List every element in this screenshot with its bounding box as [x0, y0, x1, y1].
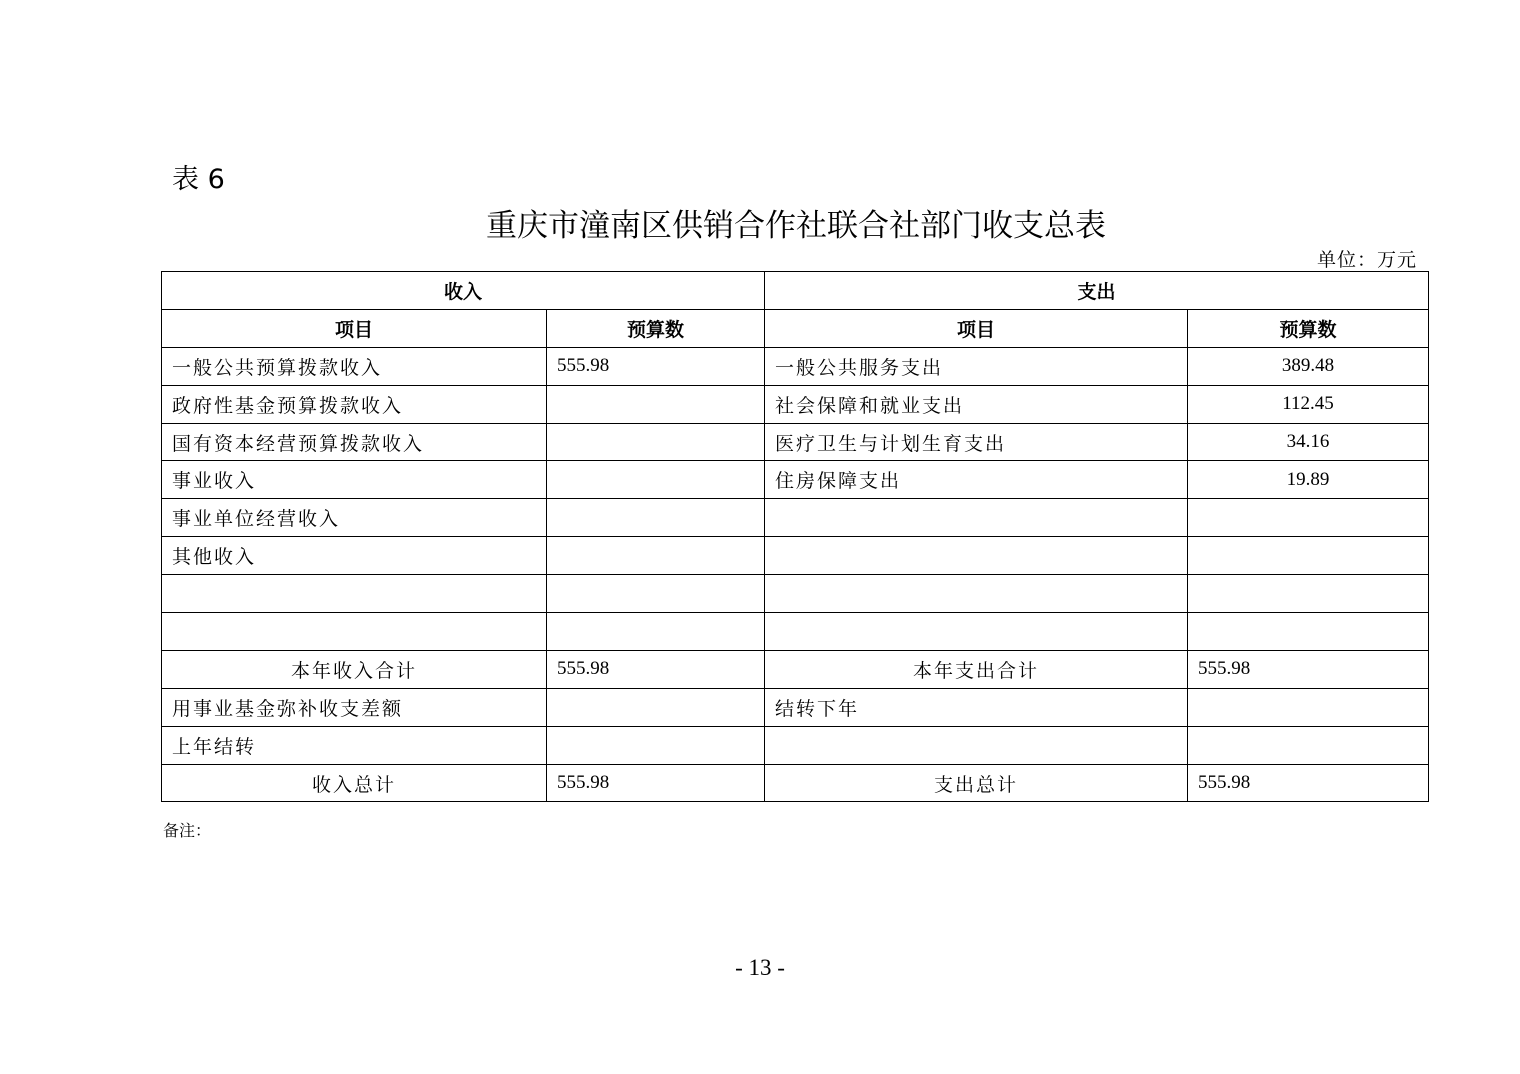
expense-subtotal-label: 本年支出合计: [765, 650, 1188, 688]
expense-total-label: 支出总计: [765, 764, 1188, 802]
income-value: [547, 461, 765, 499]
table-row: [162, 461, 1429, 499]
income-section-header: 收入: [162, 272, 765, 310]
income-value: [547, 385, 765, 423]
expense-item: 住房保障支出: [765, 461, 1188, 499]
expense-subtotal-value: 555.98: [1188, 650, 1429, 688]
table-row: [162, 575, 1429, 613]
expense-item: [765, 537, 1188, 575]
income-item: 上年结转: [162, 726, 547, 764]
income-value: [547, 726, 765, 764]
income-item: 国有资本经营预算拨款收入: [162, 423, 547, 461]
table-row: [162, 385, 1429, 423]
expense-item: 结转下年: [765, 688, 1188, 726]
total-row: [162, 764, 1429, 802]
income-subtotal-value: 555.98: [547, 650, 765, 688]
income-item: 事业收入: [162, 461, 547, 499]
income-item: [162, 575, 547, 613]
page-number: - 13 -: [735, 955, 785, 980]
expense-section-header: 支出: [765, 272, 1429, 310]
expense-value: [1188, 688, 1429, 726]
income-value: [547, 613, 765, 651]
income-value: [547, 575, 765, 613]
expense-budget-header: 预算数: [1188, 309, 1429, 347]
expense-value: [1188, 537, 1429, 575]
expense-item: [765, 575, 1188, 613]
expense-value: 112.45: [1188, 385, 1429, 423]
expense-item-header: 项目: [765, 309, 1188, 347]
section-header-row: [162, 272, 1429, 310]
income-total-value: 555.98: [547, 764, 765, 802]
expense-item: 一般公共服务支出: [765, 347, 1188, 385]
subtotal-row: [162, 650, 1429, 688]
expense-value: [1188, 613, 1429, 651]
expense-value: 389.48: [1188, 347, 1429, 385]
expense-item: 社会保障和就业支出: [765, 385, 1188, 423]
income-item: 用事业基金弥补收支差额: [162, 688, 547, 726]
document-title: 重庆市潼南区供销合作社联合社部门收支总表: [486, 208, 1106, 244]
expense-item: [765, 613, 1188, 651]
expense-item: [765, 726, 1188, 764]
expense-item: [765, 499, 1188, 537]
unit-label: 单位：万元: [1316, 249, 1417, 271]
income-item: [162, 613, 547, 651]
table-label: 表 6: [172, 164, 225, 195]
expense-value: [1188, 726, 1429, 764]
table-row: [162, 347, 1429, 385]
expense-item: 医疗卫生与计划生育支出: [765, 423, 1188, 461]
income-item: 政府性基金预算拨款收入: [162, 385, 547, 423]
income-budget-header: 预算数: [547, 309, 765, 347]
expense-value: [1188, 499, 1429, 537]
income-value: [547, 537, 765, 575]
table-row: [162, 423, 1429, 461]
column-header-row: [162, 309, 1429, 347]
income-value: [547, 688, 765, 726]
income-value: [547, 499, 765, 537]
table-row: [162, 726, 1429, 764]
income-item: 事业单位经营收入: [162, 499, 547, 537]
table-row: [162, 688, 1429, 726]
table-row: [162, 613, 1429, 651]
expense-value: 34.16: [1188, 423, 1429, 461]
income-value: 555.98: [547, 347, 765, 385]
income-subtotal-label: 本年收入合计: [162, 650, 547, 688]
income-item: 一般公共预算拨款收入: [162, 347, 547, 385]
remark-label: 备注：: [163, 821, 212, 840]
income-value: [547, 423, 765, 461]
expense-value: 19.89: [1188, 461, 1429, 499]
income-item-header: 项目: [162, 309, 547, 347]
income-item: 其他收入: [162, 537, 547, 575]
budget-table: [161, 271, 1429, 802]
expense-total-value: 555.98: [1188, 764, 1429, 802]
income-total-label: 收入总计: [162, 764, 547, 802]
table-row: [162, 537, 1429, 575]
table-row: [162, 499, 1429, 537]
expense-value: [1188, 575, 1429, 613]
